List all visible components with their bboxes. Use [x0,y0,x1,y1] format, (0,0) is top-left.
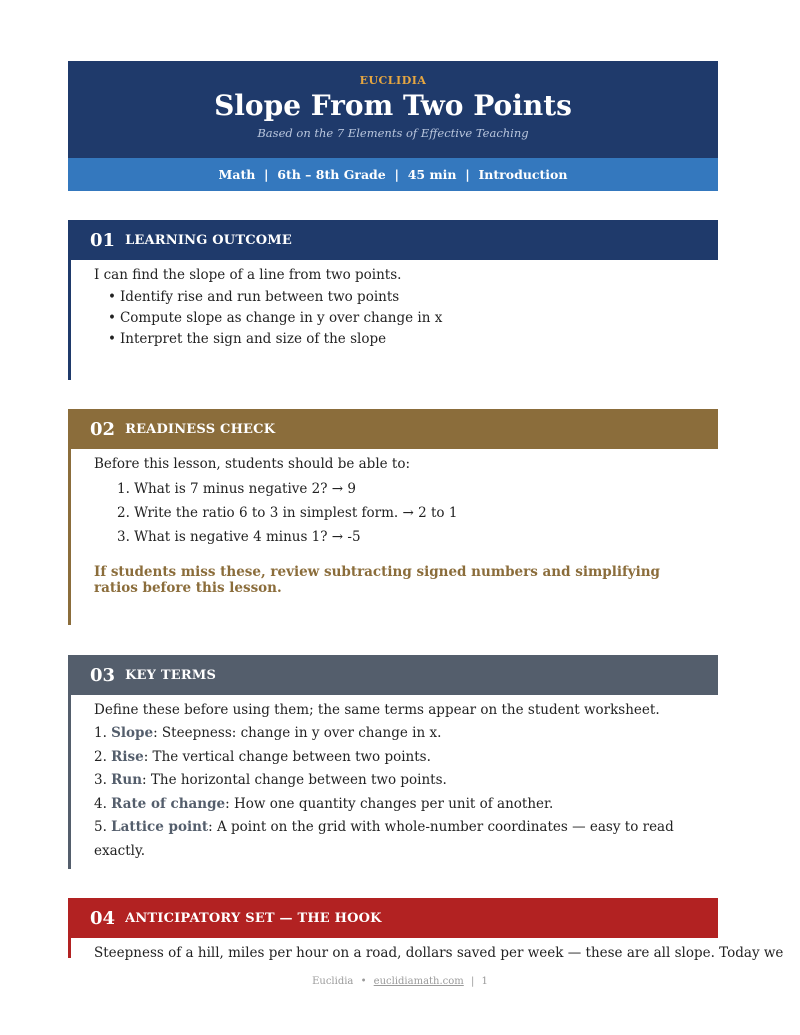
section-body [68,695,718,869]
footer-brand: Euclidia [312,976,354,987]
section-title: READINESS CHECK [125,421,276,437]
lesson-header [68,61,718,158]
list-item: 5. Lattice point: A point on the grid with whole-number coordinates — easy to read exactly. [94,819,674,859]
list-item: • Compute slope as change in y over change in x [108,308,718,329]
section-learning-outcome [68,220,718,380]
section-number: 01 [90,229,116,251]
outcome-list [94,287,718,350]
page-footer [0,976,800,987]
hook-text: Steepness of a hill, miles per hour on a road, dollars saved per week — these are all slope. Today we [94,945,784,961]
term-definition: : How one quantity changes per unit of another. [225,795,554,812]
readiness-list [94,477,718,549]
terms-intro: Define these before using them; the same terms appear on the student worksheet. [94,702,660,718]
outcome-statement: I can find the slope of a line from two points. [94,267,402,283]
page-number: 1 [481,976,488,987]
section-key-terms [68,655,718,869]
term-definition: : A point on the grid with whole-number coordinates — easy to read exactly. [94,819,674,859]
footer-separator: | [470,976,475,987]
section-title: LEARNING OUTCOME [125,232,292,248]
section-body [68,260,718,380]
page-title: Slope From Two Points [214,89,572,122]
section-readiness-check [68,409,718,625]
section-number: 02 [90,418,116,440]
section-title: ANTICIPATORY SET — THE HOOK [125,910,382,926]
section-header [68,220,718,260]
section-anticipatory-set [68,898,784,961]
list-item: 2. Rise: The vertical change between two points. [94,748,431,765]
list-item: 3. Run: The horizontal change between two points. [94,772,447,788]
term-name: Lattice point [111,819,209,835]
list-item: 3. What is negative 4 minus 1? → -5 [117,529,361,545]
term-definition: : Steepness: change in y over change in x. [153,725,442,741]
list-item: 2. Write the ratio 6 to 3 in simplest form. → 2 to 1 [117,505,458,521]
footer-separator: • [360,976,367,987]
term-definition: : The vertical change between two points. [143,748,431,765]
footer-link[interactable]: euclidiamath.com [373,976,464,987]
section-header [68,655,718,695]
lesson-meta-bar: Math | 6th – 8th Grade | 45 min | Introduction [68,158,718,191]
list-item: 1. What is 7 minus negative 2? → 9 [117,481,356,497]
term-name: Rate of change [111,795,226,812]
section-header [68,898,718,938]
readiness-intro: Before this lesson, students should be able to: [94,456,411,472]
term-name: Rise [111,748,144,765]
term-definition: : The horizontal change between two points. [142,772,447,788]
list-item: • Interpret the sign and size of the slope [108,329,718,350]
list-item: 1. Slope: Steepness: change in y over change in x. [94,725,442,741]
section-header [68,409,718,449]
readiness-note: If students miss these, review subtracting signed numbers and simplifying ratios before this lesson. [94,564,660,596]
brand-name: EUCLIDIA [359,74,427,87]
list-item: 4. Rate of change: How one quantity changes per unit of another. [94,795,554,812]
term-name: Slope [111,725,154,741]
section-number: 03 [90,664,116,686]
section-number: 04 [90,907,116,929]
section-body [68,449,718,625]
term-name: Run [111,772,143,788]
list-item: • Identify rise and run between two points [108,287,718,308]
section-title: KEY TERMS [125,667,217,683]
terms-list [94,722,718,863]
section-body [68,938,784,961]
page-subtitle: Based on the 7 Elements of Effective Teaching [257,126,529,140]
